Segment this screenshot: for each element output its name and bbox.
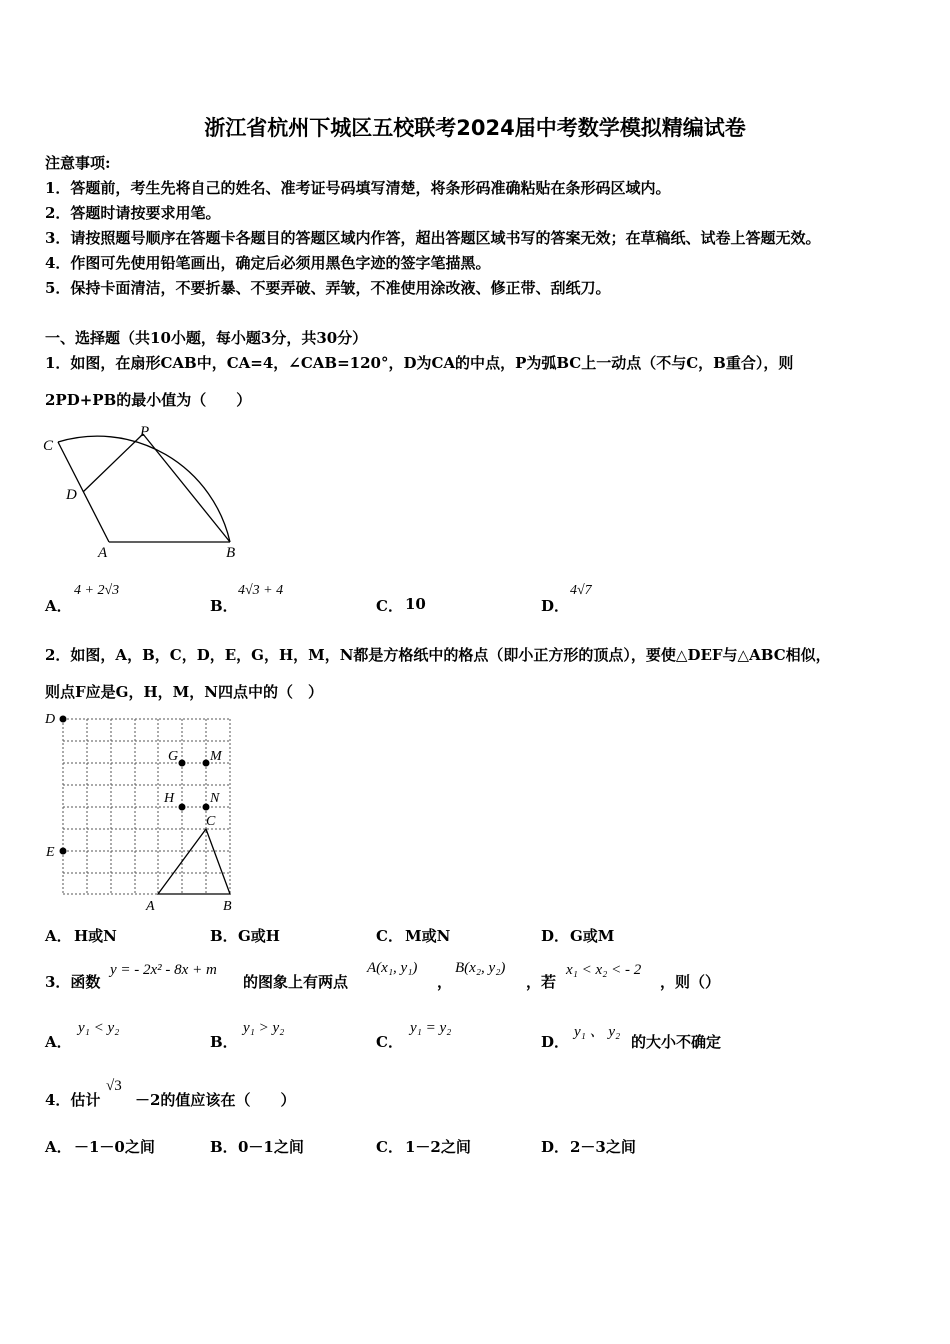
q1-option-c-value: 10 (405, 595, 426, 613)
q3-point-b: B(x₂, y₂) (455, 960, 506, 976)
q3-prefix: 3．函数 (45, 973, 101, 991)
q3-condition: x₁ < x₂ < - 2 (566, 962, 642, 978)
q2-figure (40, 708, 240, 918)
label-b: B (226, 545, 236, 561)
label-g: G (168, 749, 179, 764)
q3-option-b-label: B． (210, 1033, 238, 1051)
label-b: B (223, 899, 232, 914)
label-h: H (164, 791, 175, 806)
q2-option-a-label: A． (45, 927, 72, 945)
q2-stem: 2．如图，A，B，C，D，E，G，H，M，N都是方格纸中的格点（即小正方形的顶点），要使△DEF与△ABC相似， (45, 646, 831, 664)
q3-mid: 的图象上有两点 (243, 973, 349, 991)
q3-option-c-label: C． (376, 1033, 403, 1051)
q1-option-a-value: 4 + 2√3 (74, 583, 120, 598)
q3-option-a-value: y₁ < y₂ (78, 1020, 120, 1036)
q1-stem-2: 2PD+PB的最小值为（ ） (45, 391, 252, 409)
q2-option-a-value: H或N (74, 927, 117, 945)
triangle-abc (158, 829, 230, 894)
q3-end: ，则（） (660, 973, 721, 991)
q1-stem: 1．如图，在扇形CAB中，CA=4，∠CAB=120°，D为CA的中点，P为弧BC上一动点（不与C，B重合），则 (45, 354, 794, 372)
q2-option-b-label: B． (210, 927, 238, 945)
arc-bc (58, 436, 230, 542)
point-h (179, 804, 186, 811)
note-item: 1．答题前，考生先将自己的姓名、准考证号码填写清楚，将条形码准确粘贴在条形码区域内。 (45, 179, 671, 197)
q1-option-d-value: 4√7 (570, 583, 592, 598)
q3-option-b-value: y₁ > y₂ (243, 1020, 285, 1036)
q4-suffix: －2的值应该在（ ） (135, 1091, 296, 1109)
note-item: 5．保持卡面清洁，不要折暴、不要弄破、弄皱，不准使用涂改液、修正带、刮纸刀。 (45, 279, 611, 297)
q2-stem-2: 则点F应是G，H，M，N四点中的（ ） (45, 683, 323, 701)
q4-option-d-label: D． (541, 1138, 570, 1156)
note-item: 2．答题时请按要求用笔。 (45, 204, 221, 222)
q1-figure (38, 420, 248, 565)
point-n (203, 804, 210, 811)
q4-option-c-value: 1－2之间 (405, 1138, 471, 1156)
point-e (60, 848, 67, 855)
point-m (203, 760, 210, 767)
q4-option-b-label: B． (210, 1138, 238, 1156)
segment-pb (143, 434, 230, 542)
q2-option-d-value: G或M (570, 927, 615, 945)
q3-option-d-value: y₁ 、 y₂ (574, 1024, 621, 1040)
point-d (60, 716, 67, 723)
q2-option-c-value: M或N (405, 927, 451, 945)
segment-dp (83, 434, 143, 492)
label-a: A (98, 545, 108, 561)
label-a: A (146, 899, 155, 914)
label-m: M (210, 749, 222, 764)
label-e: E (46, 845, 55, 860)
label-p: P (140, 424, 150, 440)
label-d: D (66, 487, 77, 503)
label-c: C (43, 438, 54, 454)
q3-comma: ， (437, 973, 453, 991)
q4-option-a-value: －1－0之间 (74, 1138, 155, 1156)
q4-root: √3 (106, 1078, 122, 1094)
q3-point-a: A(x₁, y₁) (367, 960, 418, 976)
q1-option-d-label: D． (541, 597, 570, 615)
note-item: 4．作图可先使用铅笔画出，确定后必须用黑色字迹的签字笔描黑。 (45, 254, 491, 272)
q3-option-d-suffix: 的大小不确定 (631, 1033, 722, 1051)
q3-option-c-value: y₁ = y₂ (410, 1020, 452, 1036)
q4-prefix: 4．估计 (45, 1091, 101, 1109)
q3-function: y = - 2x² - 8x + m (110, 962, 217, 978)
q4-option-d-value: 2－3之间 (570, 1138, 636, 1156)
q2-option-d-label: D． (541, 927, 570, 945)
q1-option-b-value: 4√3 + 4 (238, 583, 284, 598)
q4-option-b-value: 0－1之间 (238, 1138, 304, 1156)
q1-option-a-label: A． (45, 597, 72, 615)
label-c: C (206, 814, 216, 829)
page-title: 浙江省杭州下城区五校联考2024届中考数学模拟精编试卷 (204, 116, 746, 140)
label-n: N (210, 791, 220, 806)
q4-option-c-label: C． (376, 1138, 403, 1156)
q1-option-b-label: B． (210, 597, 238, 615)
q3-ruo: ，若 (526, 973, 557, 991)
q3-option-a-label: A． (45, 1033, 72, 1051)
label-d: D (45, 712, 56, 727)
point-g (179, 760, 186, 767)
q4-option-a-label: A． (45, 1138, 72, 1156)
note-item: 3．请按照题号顺序在答题卡各题目的答题区域内作答，超出答题区域书写的答案无效；在草稿纸、试卷上答题无效。 (45, 229, 821, 247)
q1-option-c-label: C． (376, 597, 403, 615)
notes-heading: 注意事项: (45, 154, 111, 172)
q2-option-c-label: C． (376, 927, 403, 945)
q3-option-d-label: D． (541, 1033, 570, 1051)
section-heading: 一、选择题（共10小题，每小题3分，共30分） (45, 329, 368, 347)
q2-option-b-value: G或H (238, 927, 280, 945)
